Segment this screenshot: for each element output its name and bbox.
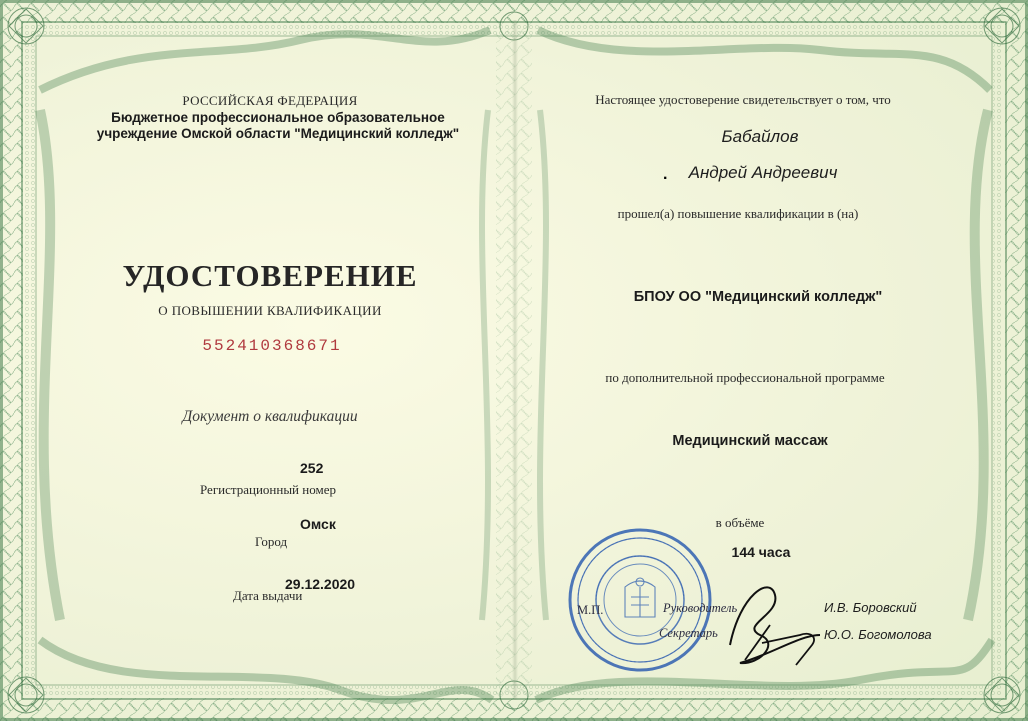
program-name: Медицинский массаж [672,433,828,449]
org-line-2: учреждение Омской области "Медицинский колледж" [96,126,460,141]
country-label: РОССИЙСКАЯ ФЕДЕРАЦИЯ [182,93,358,108]
issue-date-label: Дата выдачи [233,588,303,603]
serial-number: 552410368671 [202,337,342,355]
name-dot-mark: . [663,166,668,183]
volume-label: в объёме [715,515,765,530]
passed-training-label: прошел(а) повышение квалификации в (на) [617,206,859,221]
registration-number-value: 252 [300,460,324,476]
certificate-title: УДОСТОВЕРЕНИЕ [122,258,418,293]
round-seal-stamp [565,525,715,675]
issuing-organization [97,110,459,142]
center-fold [512,20,518,700]
secretary-signatory-name: Ю.О. Богомолова [824,627,932,642]
program-label: по дополнительной профессиональной программе [605,370,885,385]
secretary-role-label: Секретарь [659,626,718,640]
certificate-subtitle: О ПОВЫШЕНИИ КВАЛИФИКАЦИИ [158,303,382,318]
stamp-place-label: М.П. [577,603,604,617]
issue-date-value: 29.12.2020 [285,576,356,592]
head-signatory-name: И.В. Боровский [824,600,917,615]
intro-statement: Настоящее удостоверение свидетельствует о том, что [595,92,891,107]
handwritten-signature [700,565,840,675]
registration-number-label: Регистрационный номер [200,482,336,497]
institution-name: БПОУ ОО "Медицинский колледж" [633,289,883,305]
city-value: Омск [300,516,336,532]
document-kind: Документ о квалификации [182,408,358,425]
city-label: Город [255,534,288,549]
org-line-1: Бюджетное профессиональное образовательное [111,110,445,125]
head-role-label: Руководитель [663,601,738,615]
holder-given-names: Андрей Андреевич [688,163,838,182]
holder-surname: Бабайлов [721,127,799,146]
volume-hours: 144 часа [731,544,791,560]
